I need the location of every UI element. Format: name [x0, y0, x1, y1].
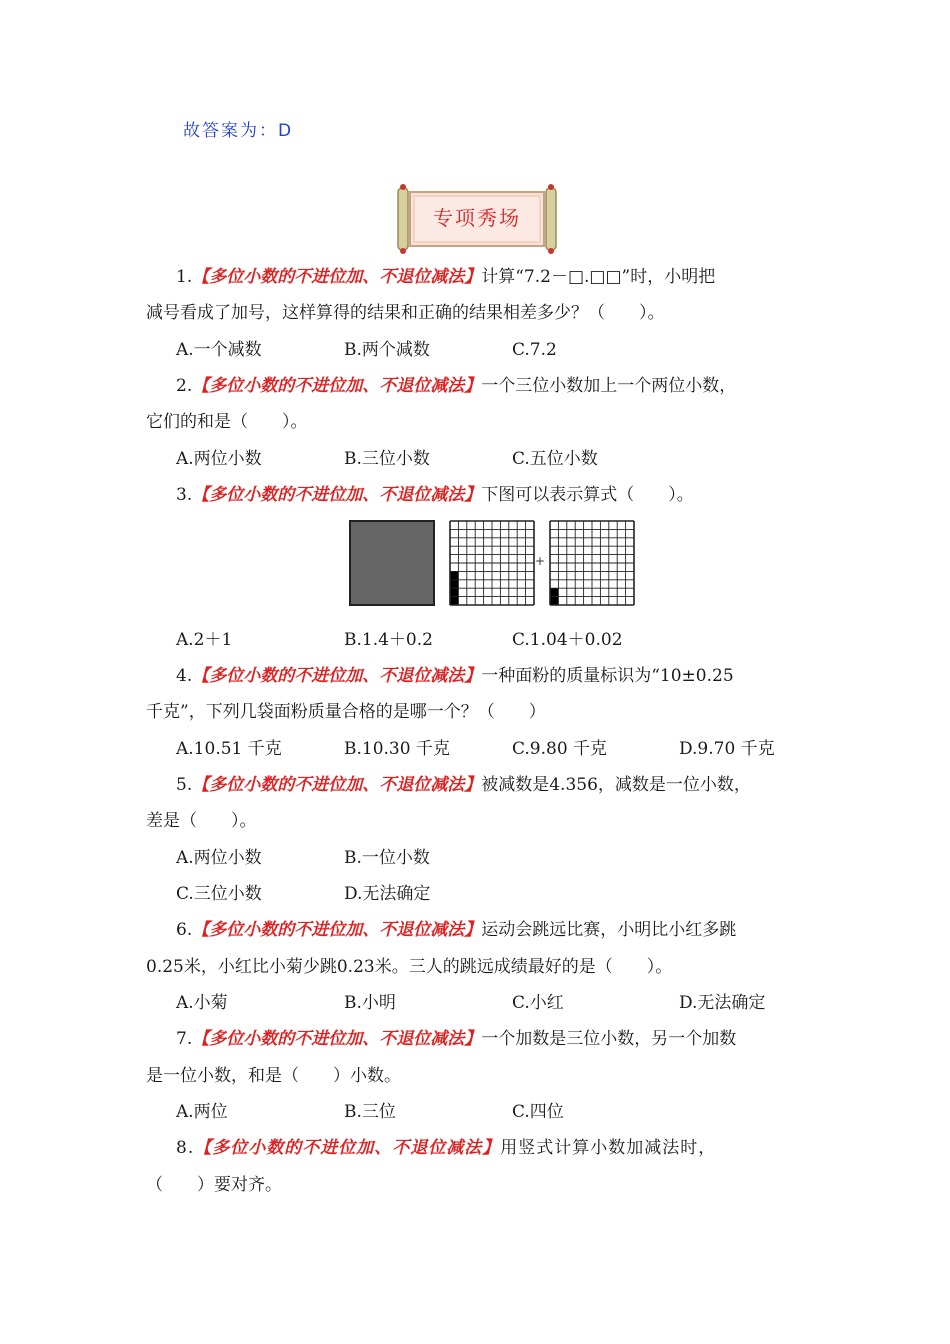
option-d: D.无法确定: [679, 993, 766, 1013]
question-5-line-1: [176, 774, 751, 796]
question-1-line-1: [176, 266, 715, 288]
option-b: B.小明: [344, 993, 396, 1013]
option-c: C.1.04＋0.02: [512, 630, 623, 650]
question-3-line-1: [176, 484, 694, 506]
option-a: A.两位小数: [176, 848, 262, 868]
question-text: 下图可以表示算式（ ）。: [481, 485, 694, 505]
question-number: 6.: [176, 920, 193, 940]
question-7-line-1: [176, 1028, 736, 1050]
whole-square: [350, 521, 434, 605]
question-text: 一种面粉的质量标识为“10±0.25: [481, 666, 734, 686]
option-d: D.9.70 千克: [679, 739, 775, 759]
option-b: B.一位小数: [344, 848, 430, 868]
question-text: 一个加数是三位小数，另一个加数: [481, 1029, 737, 1049]
answer-line: 故答案为：D: [183, 121, 294, 141]
hundred-grid-icon: [348, 519, 638, 609]
option-c: C.9.80 千克: [512, 739, 608, 759]
option-c: C.三位小数: [176, 884, 262, 904]
question-6-line-2: 0.25米，小红比小菊少跳0.23米。三人的跳远成绩最好的是（ ）。: [146, 957, 673, 977]
topic-tag: 【多位小数的不进位加、不退位减法】: [194, 1138, 501, 1158]
plus-sign: +: [534, 554, 546, 568]
option-b: B.两个减数: [344, 340, 430, 360]
question-text: 被减数是4.356，减数是一位小数，: [481, 775, 751, 795]
topic-tag: 【多位小数的不进位加、不退位减法】: [192, 1029, 482, 1049]
option-a: A.2＋1: [176, 630, 233, 650]
question-6-line-1: [176, 919, 736, 941]
question-text: 用竖式计算小数加减法时，: [500, 1138, 717, 1158]
topic-tag: 【多位小数的不进位加、不退位减法】: [192, 376, 482, 396]
question-4-line-1: [176, 665, 734, 687]
question-5-line-2: 差是（ ）。: [146, 811, 257, 831]
topic-tag: 【多位小数的不进位加、不退位减法】: [192, 666, 482, 686]
banner-title: 专项秀场: [433, 206, 521, 230]
decimal-grid-figure: [348, 519, 638, 609]
option-b: B.10.30 千克: [344, 739, 450, 759]
question-4-line-2: 千克”，下列几袋面粉质量合格的是哪一个？（ ）: [146, 702, 546, 722]
question-1-line-2: 减号看成了加号，这样算得的结果和正确的结果相差多少？（ ）。: [146, 303, 665, 323]
option-c: C.四位: [512, 1102, 564, 1122]
question-text: 一个三位小数加上一个两位小数，: [481, 376, 737, 396]
question-text: 计算“7.2－□.□□”时，小明把: [481, 267, 716, 287]
topic-tag: 【多位小数的不进位加、不退位减法】: [192, 920, 482, 940]
question-number: 5.: [176, 775, 193, 795]
question-7-line-2: 是一位小数，和是（ ）小数。: [146, 1066, 401, 1086]
question-number: 3.: [176, 485, 193, 505]
question-text: 运动会跳远比赛，小明比小红多跳: [481, 920, 737, 940]
option-c: C.7.2: [512, 340, 557, 360]
question-number: 2.: [176, 376, 193, 396]
option-a: A.两位: [176, 1102, 228, 1122]
topic-tag: 【多位小数的不进位加、不退位减法】: [192, 485, 482, 505]
option-a: A.小菊: [176, 993, 228, 1013]
question-8-line-2: （ ）要对齐。: [146, 1175, 282, 1195]
question-number: 8.: [176, 1138, 195, 1158]
question-2-line-2: 它们的和是（ ）。: [146, 412, 308, 432]
section-banner: [394, 184, 560, 254]
question-number: 1.: [176, 267, 193, 287]
option-c: C.小红: [512, 993, 564, 1013]
option-c: C.五位小数: [512, 449, 598, 469]
option-b: B.三位小数: [344, 449, 430, 469]
option-b: B.1.4＋0.2: [344, 630, 433, 650]
option-d: D.无法确定: [344, 884, 431, 904]
question-number: 7.: [176, 1029, 193, 1049]
option-a: A.一个减数: [176, 340, 262, 360]
question-2-line-1: [176, 375, 736, 397]
question-8-line-1: [176, 1137, 716, 1159]
option-a: A.两位小数: [176, 449, 262, 469]
grid-square-1: [450, 521, 534, 605]
topic-tag: 【多位小数的不进位加、不退位减法】: [192, 267, 482, 287]
option-b: B.三位: [344, 1102, 396, 1122]
topic-tag: 【多位小数的不进位加、不退位减法】: [192, 775, 482, 795]
option-a: A.10.51 千克: [176, 739, 282, 759]
question-number: 4.: [176, 666, 193, 686]
grid-square-2: [550, 521, 634, 605]
